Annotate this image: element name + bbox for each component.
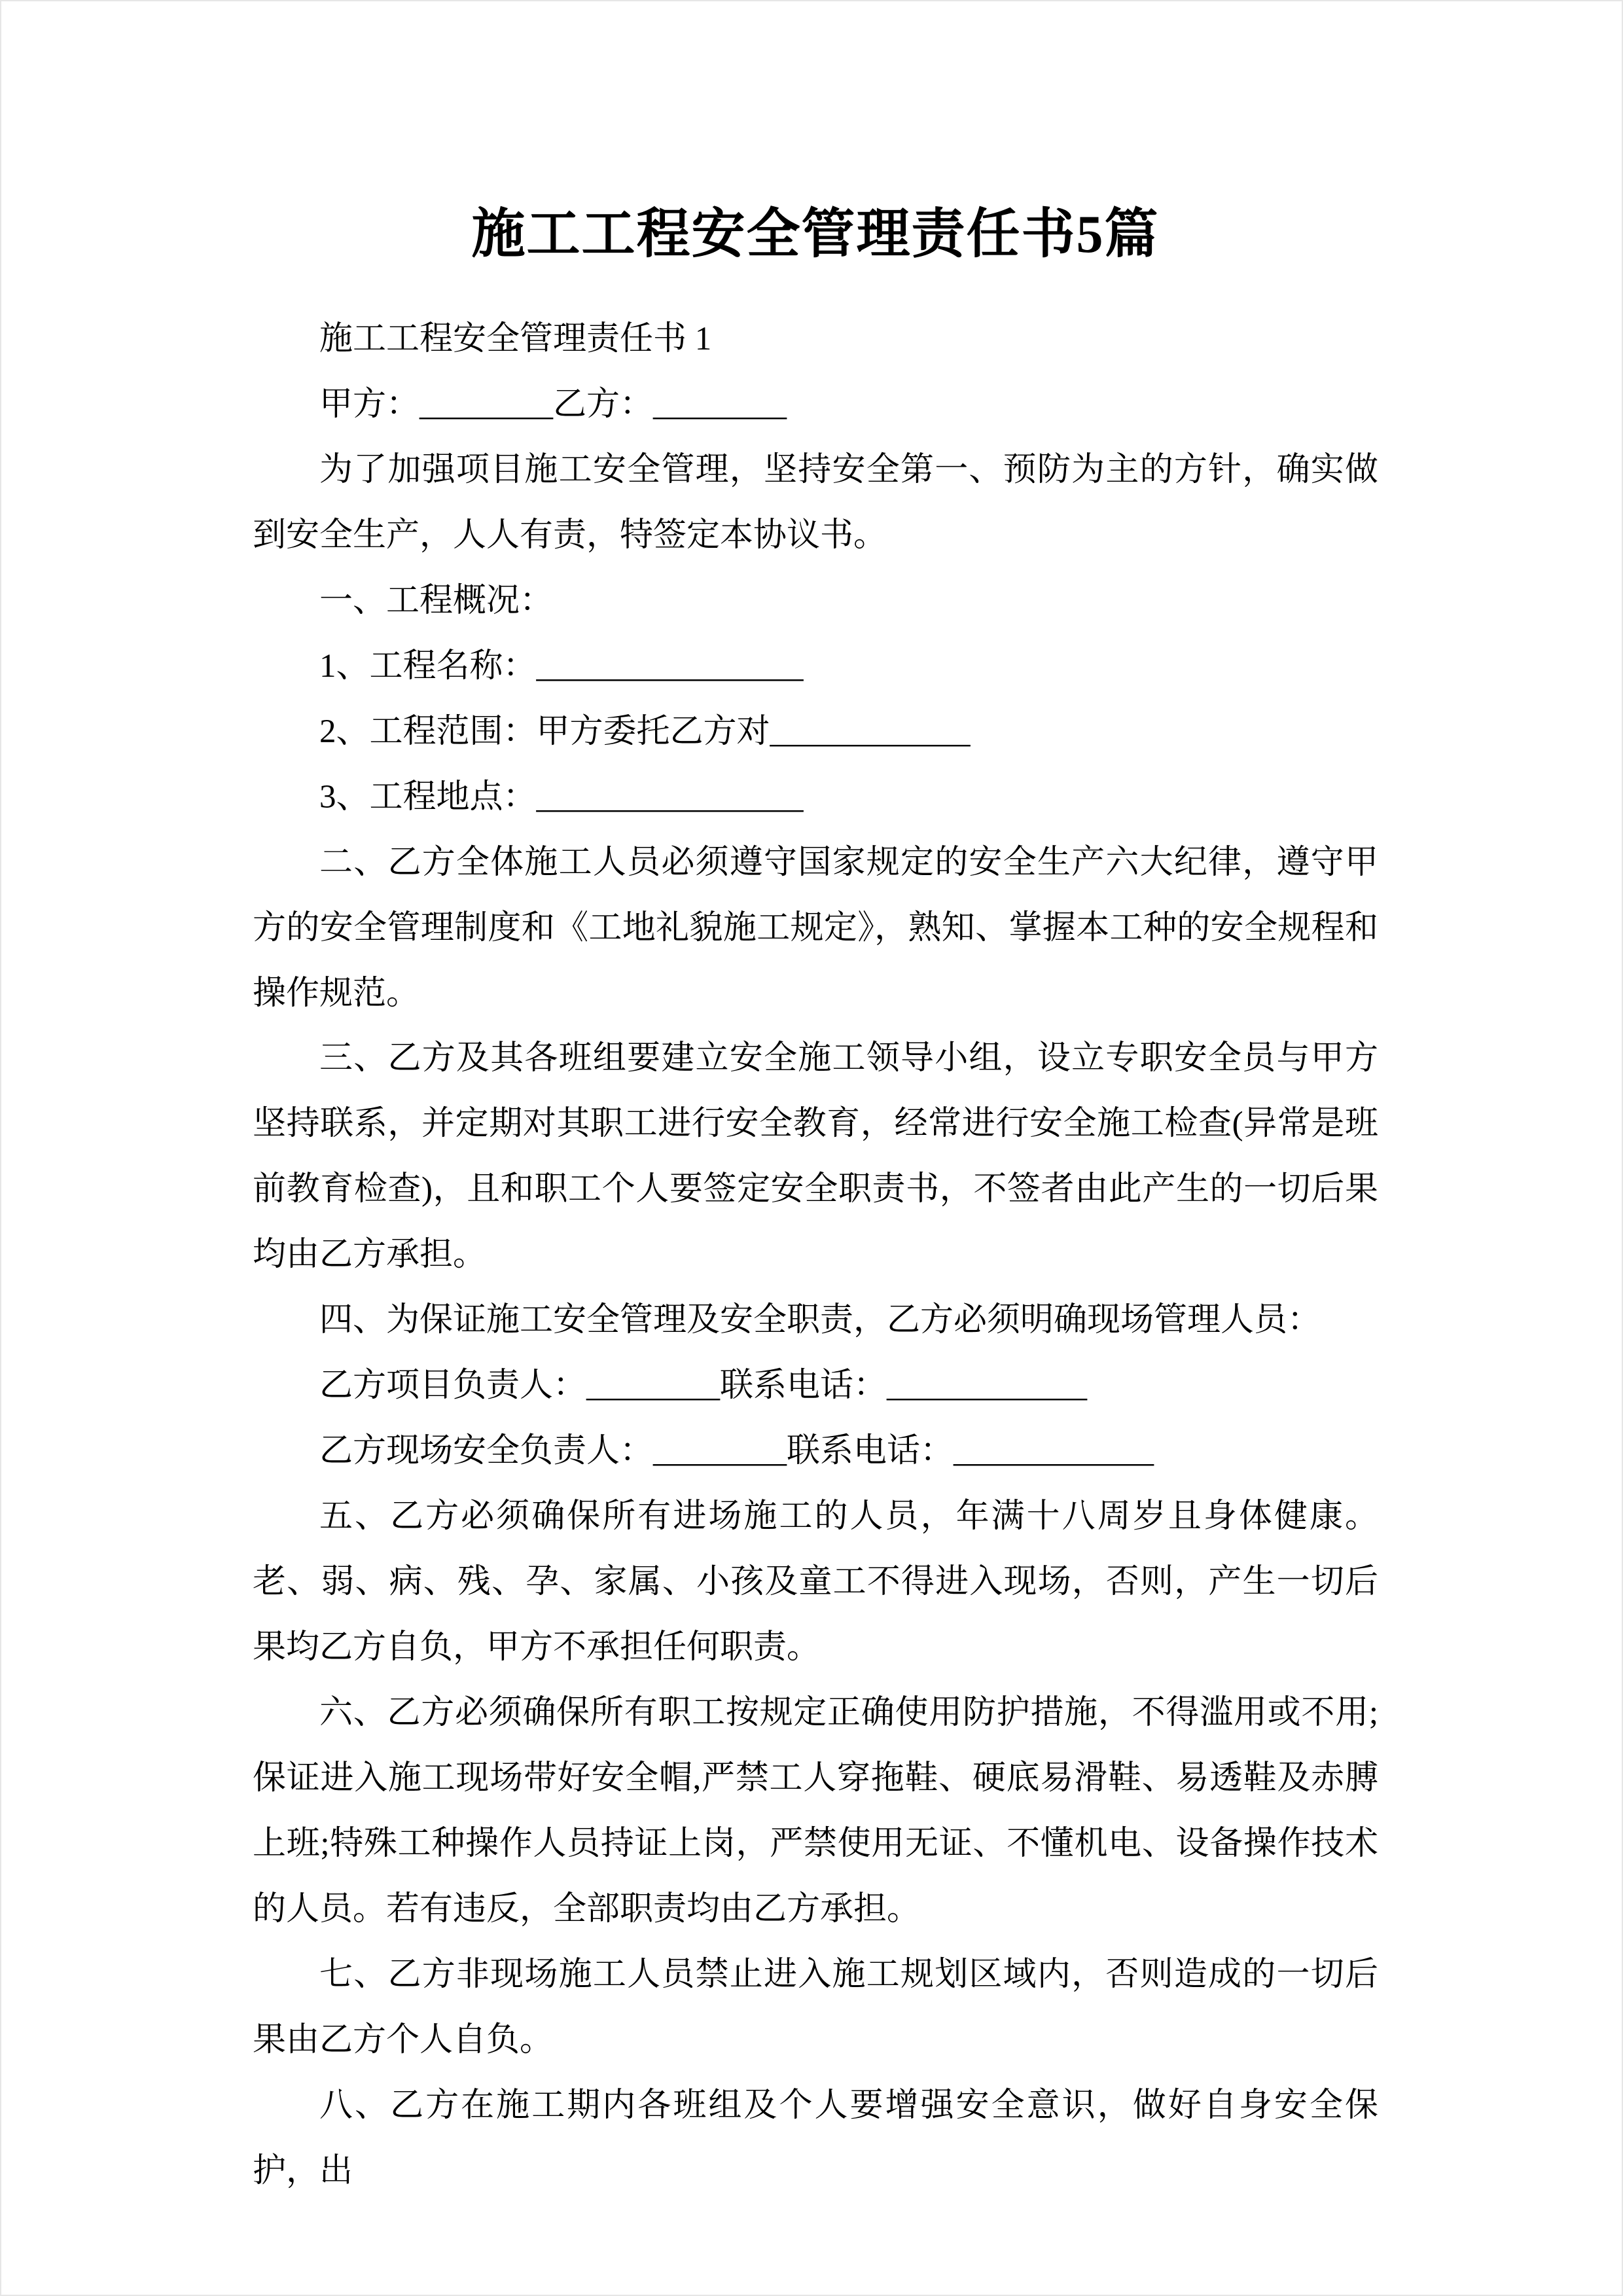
paragraph-subtitle: 施工工程安全管理责任书 1 xyxy=(319,321,712,357)
paragraph-parties: 甲方：________乙方：________ xyxy=(319,386,787,423)
paragraph-section-3: 三、乙方及其各班组要建立安全施工领导小组，设立专职安全员与甲方坚持联系，并定期对其职工进行安全教育，经常进行安全施工检查(异常是班前教育检查)，且和职工个人要签定安全职责书，不签者由此产生的一切后果均由乙方承担。 xyxy=(253,1040,1378,1274)
paragraph-site-safety-leader: 乙方现场安全负责人：________联系电话：____________ xyxy=(319,1433,1154,1470)
document-content xyxy=(1,1,1622,2204)
paragraph-project-leader: 乙方项目负责人：________联系电话：____________ xyxy=(319,1367,1088,1405)
paragraph-section-1: 一、工程概况： xyxy=(319,582,554,619)
page-title: 施工工程安全管理责任书5篇 xyxy=(471,204,1160,264)
paragraph-section-7: 七、乙方非现场施工人员禁止进入施工规划区域内，否则造成的一切后果由乙方个人自负。 xyxy=(253,1956,1378,2058)
paragraph-project-scope: 2、工程范围：甲方委托乙方对____________ xyxy=(319,713,971,750)
paragraph-section-2: 二、乙方全体施工人员必须遵守国家规定的安全生产六大纪律，遵守甲方的安全管理制度和《工地礼貌施工规定》，熟知、掌握本工种的安全规程和操作规范。 xyxy=(253,844,1378,1012)
paragraph-project-location: 3、工程地点：________________ xyxy=(319,778,804,816)
paragraph-section-5: 五、乙方必须确保所有进场施工的人员，年满十八周岁且身体健康。老、弱、病、残、孕、家属、小孩及童工不得进入现场，否则，产生一切后果均乙方自负，甲方不承担任何职责。 xyxy=(253,1498,1378,1666)
paragraph-section-4: 四、为保证施工安全管理及安全职责，乙方必须明确现场管理人员： xyxy=(319,1302,1321,1339)
paragraph-section-8: 八、乙方在施工期内各班组及个人要增强安全意识，做好自身安全保护，出 xyxy=(253,2087,1378,2189)
paragraph-intro: 为了加强项目施工安全管理，坚持安全第一、预防为主的方针，确实做到安全生产，人人有责，特签定本协议书。 xyxy=(253,451,1378,554)
paragraph-project-name: 1、工程名称：________________ xyxy=(319,647,804,685)
paragraph-section-6: 六、乙方必须确保所有职工按规定正确使用防护措施，不得滥用或不用;保证进入施工现场带好安全帽,严禁工人穿拖鞋、硬底易滑鞋、易透鞋及赤膊上班;特殊工种操作人员持证上岗，严禁使用无证、不懂机电、设备操作技术的人员。若有违反，全部职责均由乙方承担。 xyxy=(253,1695,1378,1928)
